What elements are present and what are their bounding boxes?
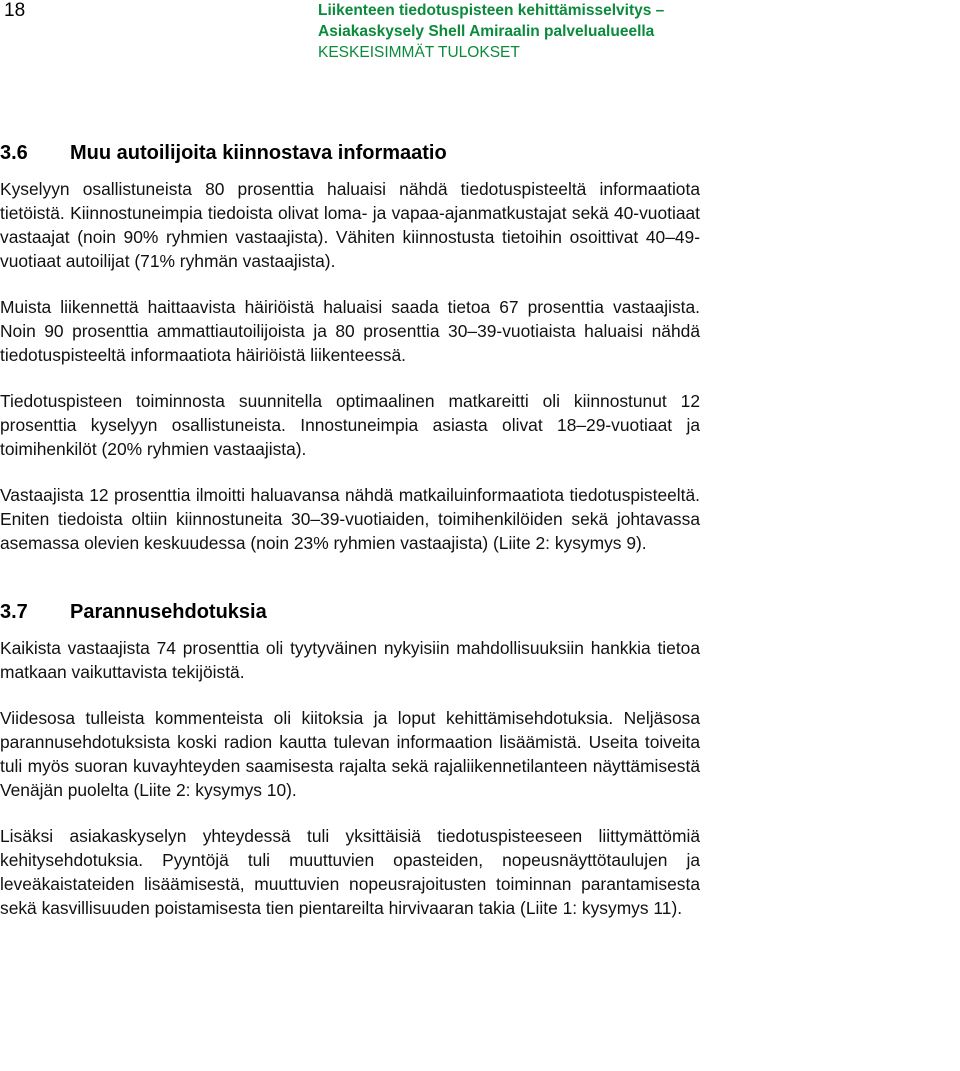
page-number: 18 <box>4 0 26 21</box>
section-number: 3.6 <box>0 142 28 164</box>
section-title: Parannusehdotuksia <box>70 601 267 623</box>
paragraph: Kyselyyn osallistuneista 80 prosenttia haluaisi nähdä tiedotuspisteeltä informaatiota tietöistä. Kiinnostuneimpia tiedoista olivat loma- ja vapaa-ajanmatkustajat sekä 40-vuotiaat vastaajat (noin 90% ryhmien vastaajista). Vähiten kiinnostusta tietoihin osoittivat 40–49-vuotiaat autoilijat (71% ryhmän vastaajista). <box>0 179 700 271</box>
paragraph: Tiedotuspisteen toiminnosta suunnitella optimaalinen matkareitti oli kiinnostunut 12 prosenttia kyselyyn osallistuneista. Innostuneimpia asiasta olivat 18–29-vuotiaat ja toimihenkilöt (20% ryhmien vastaajista). <box>0 391 700 459</box>
section-heading-3-7 <box>0 597 700 627</box>
section-heading-3-6 <box>0 138 700 168</box>
paragraph: Lisäksi asiakaskyselyn yhteydessä tuli yksittäisiä tiedotuspisteeseen liittymättömiä kehitysehdotuksia. Pyyntöjä tuli muuttuvien opasteiden, nopeusnäyttötaulujen ja leveäkaistateiden lisäämisestä, muuttuvien nopeusrajoitusten toiminnan parantamisesta sekä kasvillisuuden poistamisesta tien pientareilta hirvivaaran takia (Liite 1: kysymys 11). <box>0 826 700 918</box>
running-header <box>318 0 664 63</box>
paragraph: Viidesosa tulleista kommenteista oli kiitoksia ja loput kehittämisehdotuksia. Neljäsosa parannusehdotuksista koski radion kautta tulevan informaation lisäämistä. Useita toiveita tuli myös suoran kuvayhteyden saamisesta rajalta sekä rajaliikennetilanteen näyttämisestä Venäjän puolelta (Liite 2: kysymys 10). <box>0 708 700 800</box>
section-number: 3.7 <box>0 601 28 623</box>
paragraph: Kaikista vastaajista 74 prosenttia oli tyytyväinen nykyisiin mahdollisuuksiin hankkia tietoa matkaan vaikuttavista tekijöistä. <box>0 638 700 682</box>
paragraph: Vastaajista 12 prosenttia ilmoitti haluavansa nähdä matkailuinformaatiota tiedotuspisteeltä. Eniten tiedoista oltiin kiinnostuneita 30–39-vuotiaiden, toimihenkilöiden sekä johtavassa asemassa olevien keskuudessa (noin 23% ryhmien vastaajista) (Liite 2: kysymys 9). <box>0 485 700 553</box>
document-body <box>0 138 700 920</box>
running-header-section: KESKEISIMMÄT TULOKSET <box>318 44 520 61</box>
section-title: Muu autoilijoita kiinnostava informaatio <box>70 142 447 164</box>
running-header-subtitle: Asiakaskysely Shell Amiraalin palvelualueella <box>318 23 655 40</box>
running-header-title: Liikenteen tiedotuspisteen kehittämisselvitys – <box>318 2 665 19</box>
paragraph: Muista liikennettä haittaavista häiriöistä haluaisi saada tietoa 67 prosenttia vastaajista. Noin 90 prosenttia ammattiautoilijoista ja 80 prosenttia 30–39-vuotiaista haluaisi nähdä tiedotuspisteeltä informaatiota häiriöistä liikenteessä. <box>0 297 700 365</box>
